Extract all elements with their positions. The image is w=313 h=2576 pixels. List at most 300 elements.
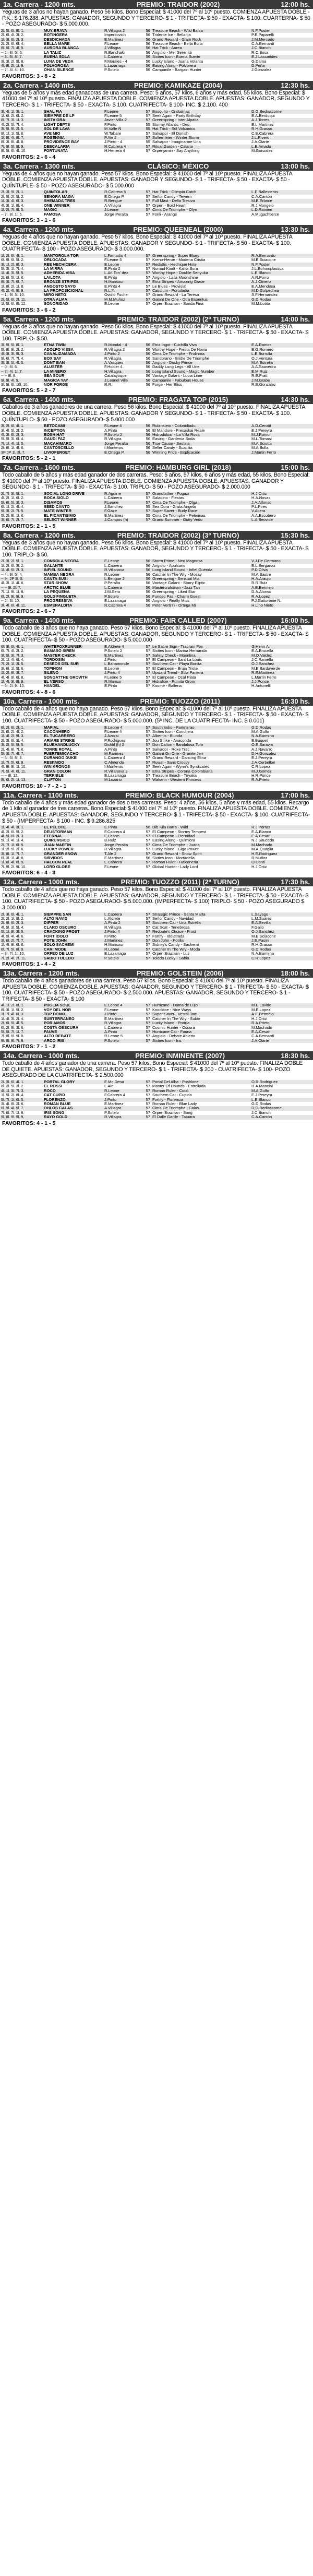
horse-name: FAMOSA: [44, 212, 61, 217]
horse-name: SILENO: [43, 671, 103, 675]
pedigree: Kreno-Heroe - Modena Cristia: [152, 258, 206, 263]
recent-form-and-number: 4l. 4l. 9l. 6l. 8.: [1, 675, 25, 680]
horse-name: DONT BAN: [43, 361, 103, 365]
horse-name: RAYO GOLD: [43, 1115, 103, 1119]
horse-name: GRANDER SNOW: [43, 852, 103, 856]
recent-form-and-number: 4l. 2l. 5l. 7l. 4.: [1, 122, 25, 127]
table-row: [0, 496, 313, 500]
jockey: R.Leone: [104, 572, 119, 577]
horse-name: ETNA TWIN: [43, 343, 103, 347]
jockey: I.Monteros: [104, 446, 123, 450]
jockey: P.Sotelo: [104, 68, 119, 73]
horse-name: LA MIRRA: [44, 266, 63, 271]
race-block: [0, 697, 313, 791]
recent-form-and-number: 2l. 4l. 8l. 7l. 6.: [1, 747, 25, 752]
table-row: [0, 662, 313, 666]
jockey: L.Cabrera: [104, 1025, 122, 1030]
recent-form-and-number: 9l. 3l. 2l. 7l. 5.: [0, 509, 43, 513]
trainer: R.C.Sosa: [251, 50, 269, 55]
pedigree: Roman Ruler - Cocó: [151, 1089, 250, 1093]
horse-name: EL PELOTE: [43, 825, 103, 829]
table-row: [0, 726, 313, 730]
jockey: M.Lozano: [103, 778, 138, 782]
trainer: O.J.Sanchez: [250, 930, 313, 934]
entries-table: [0, 254, 313, 306]
recent-form-and-number: 2l. 5l. 2l. 5l. 2.: [1, 194, 25, 199]
pedigree: Treasure Beach - Tiryaka: [152, 774, 197, 778]
pedigree: Greenspring - Liked Star: [152, 590, 196, 595]
jockey: R.R.: [104, 383, 113, 387]
race-block: [0, 225, 313, 315]
trainer: H.A.Araujo: [250, 577, 313, 581]
weight: 57: [146, 1007, 150, 1012]
jockey: L.Lazarraga: [103, 64, 138, 68]
table-row: [0, 1008, 313, 1012]
jockey: M.M.Muñoz: [103, 298, 138, 302]
horse-name: DURANGO DUKE: [44, 756, 77, 761]
recent-form-and-number: 2l. 6l. 2l. 4l. 2.: [1, 729, 25, 734]
weight: 57: [146, 765, 150, 769]
trainer: D.G.Bediascorne: [250, 110, 313, 114]
weight: 57: [146, 864, 150, 869]
race-number-label: 9a. Carrera: [3, 616, 39, 624]
table-row: [0, 956, 313, 960]
race-distance: 1100 mts.: [48, 791, 79, 799]
table-row: [0, 756, 313, 760]
pedigree: Peter Vert(?) - Ortega Mi: [151, 603, 250, 608]
horse-name: PORTAL GLORY: [43, 1080, 103, 1084]
table-row: [0, 190, 313, 194]
weight: 56: [138, 559, 151, 563]
weight: 56: [146, 356, 150, 361]
trainer: R.A.Bernardo: [250, 254, 313, 258]
horse-name: ARIARE STRIKE: [44, 738, 75, 743]
trainer: R.A.Prieto: [250, 1021, 313, 1025]
pedigree: Wakarin - Western Princess: [151, 778, 250, 782]
trainer: M.A.Sciutta: [250, 442, 313, 446]
recent-form-and-number: -- 4l. 9l. 5l. 4.: [1, 572, 23, 577]
horse-name: EL TUCARRERO: [43, 734, 103, 738]
table-row: [0, 1030, 313, 1034]
weight: 57: [138, 734, 151, 738]
favorites: FAVORITOS: 5 - 2 - 1: [2, 455, 56, 462]
jockey: Imperkovich: [104, 33, 126, 38]
pedigree: Sixties Icon - Buena Suerte: [151, 55, 250, 59]
race-premio: CLÁSICO: MÉXICO: [147, 162, 209, 170]
recent-form-and-number: 7l. 2l. 4l. 2l. 11.: [0, 956, 43, 960]
trainer: L.Sayago: [250, 912, 313, 917]
pedigree: Albentis - Blunda: [151, 734, 250, 738]
favorites: FAVORITOS: 7 - 1 - 2: [2, 1043, 56, 1050]
horse-name: ALUSTER: [44, 365, 63, 370]
pedigree: Sixties Icon - Mortadella: [152, 856, 195, 861]
table-row: [0, 127, 313, 131]
weight: 57: [138, 199, 151, 203]
recent-form-and-number: 1l. 2l. 5l. 2l. 6.: [1, 847, 25, 852]
race-header: [0, 463, 313, 472]
weight: 57: [146, 284, 150, 289]
pedigree: Angiolo - Really Miss: [152, 599, 189, 603]
race-time: 17:00 hs.: [281, 791, 310, 799]
pedigree: Grand Reward - Snow Spirit: [151, 852, 250, 856]
pedigree: Cima De Triomphe - Olga: [151, 501, 250, 505]
weight: 55: [146, 513, 150, 518]
horse-name: LIGHT DEPTS: [44, 122, 70, 127]
weight: 57: [146, 496, 150, 501]
trainer: A.J.Navarro: [251, 747, 273, 752]
horse-name: ROMAN BLUE: [44, 1101, 71, 1106]
weight: 56: [146, 572, 150, 577]
race-premio: PREMIO: TRAIDOR (2002): [136, 1, 220, 8]
jockey: E.Aldrete 4: [103, 645, 138, 649]
race-premio: PREMIO: HAMBURG GIRL (2018): [125, 464, 231, 472]
race-conditions: Yeguas de 3 años que no hayan ganado. Peso 56 kilos. Bono Especial: $ 41000 del 7º al 10º puesto. FINALIZA APUESTA DOBLE. COMIENZA APUESTA DOBLE. APUESTAS: GANADOR, SEGUNDO Y TERCERO- $ 1 - TRIFECTA- $ 50 - EXACTA- $ 100. TRIPLO- $ 50.: [2, 539, 309, 558]
jockey: J.Pinto: [104, 657, 117, 662]
horse-name: SIRVIDOS: [44, 856, 63, 861]
trainer: J.J.Ponce: [250, 680, 313, 684]
table-row: [0, 357, 313, 361]
trainer: J.M.Grabe: [250, 378, 313, 383]
pedigree: Dib Kila Barra - Wild: [151, 825, 250, 829]
pedigree: Galant De One - Otra Esperitus: [151, 298, 250, 302]
recent-form-and-number: 5l. 5l. 3l. 6l. 4.: [1, 437, 25, 442]
race-conditions: Caballos de 3 años ganadores de una carrera. Peso 56 kilos. Bono Especial: $ 41000 del 7º al 10º puesto. FINALIZA APUESTA DOBLE. COMIENZA APUESTA DOBLE. APUESTAS: GANADOR Y SEGUNDO- $ 1 - TRIFECTA- $ 50 - EXACTA- $ 100. QUÍNTUPLO- $ 50 - POZO ASEGURADO- $ 5.000.000: [2, 404, 305, 423]
race-number: [3, 396, 76, 403]
jockey: F.Leone 4: [103, 424, 138, 428]
table-row: [0, 136, 313, 140]
table-row: [0, 149, 313, 153]
weight: 57: [138, 956, 151, 960]
weight: 57: [138, 930, 151, 934]
pedigree: El Mandure - Fresaskai Reale: [152, 428, 205, 433]
race-conditions: Yeguas de 5 años y más edad ganadoras de una carrera. Peso: 5 años, 57 kilos, 6 años y más edad, 55 kilos. Bono Especial: $ 41000 del 7º al 10º puesto. FINALIZA APUESTA DOBLE. COMIENZA APUESTA DOBLE. APUESTAS: GANADOR, SEGUNDO Y TERCERO- $ 1 - TRIFECTA- $ 50 - EXACTA- $ 100. CUATRIFECTA- $ 100- INC. $ 2.100. 400: [2, 89, 310, 109]
trainer: M.A.Estrella: [250, 361, 313, 365]
race-distance: 1200 mts.: [44, 1, 76, 8]
jockey: E.Martinez: [103, 38, 138, 42]
recent-form-and-number: 1l. 4l. 3l. 8l. 9.: [0, 680, 43, 684]
jockey: F.Leone: [104, 42, 119, 46]
recent-form-and-number: 4l. 3l. 3l. 9l. 3.: [0, 352, 43, 356]
pedigree: Super Saver - Vestal Jam: [151, 1012, 250, 1016]
trainer: E.J.Lascarides: [250, 55, 313, 59]
pedigree: Sandbrano - Bridle De Triomphe: [152, 356, 209, 361]
recent-form-and-number: -- -- 8l. 8.: [1, 374, 17, 378]
horse-name: POR AMOR: [43, 1021, 103, 1025]
favorites: FAVORITOS: 3 - 8 - 2: [2, 73, 56, 79]
horse-name: OTRA ALMA: [43, 298, 103, 302]
race-premio: PREMIO: FRAGATA TOP (2015): [128, 396, 228, 404]
trainer: P.L.Pires: [251, 505, 267, 509]
weight: 57: [138, 136, 151, 140]
horse-name: DESDICHADA: [43, 38, 103, 42]
jockey: A.Pinto: [104, 747, 117, 752]
jockey: H.Mansour: [103, 280, 138, 284]
horse-name: ETERNAL: [43, 834, 103, 838]
trainer: R.R.Ruiz: [251, 581, 268, 586]
table-row: [0, 140, 313, 144]
jockey: E.Pinto: [104, 275, 117, 280]
table-row: [0, 774, 313, 778]
trainer: A.A.Escobero: [251, 513, 276, 518]
race-premio: PREMIO: FAIR CALLED (2007): [129, 616, 227, 624]
entries-table: [0, 29, 313, 73]
recent-form-and-number: 1l. 4l. 3l. 5l. 5.: [0, 271, 43, 275]
trainer: R.Muñoz: [251, 856, 268, 861]
table-row: [0, 747, 313, 752]
weight: 57: [138, 843, 151, 847]
race-time: 12:00 hs.: [281, 1, 310, 8]
horse-name: SONORIDAD: [44, 302, 68, 306]
pedigree: Cosmic Hunter - Oscura: [152, 1025, 195, 1030]
jockey: F.Leone 4: [104, 729, 122, 734]
recent-form-and-number: 8l. 3l. 7l. 6l. 7.: [0, 280, 43, 284]
jockey: J.Sanchez: [104, 505, 123, 509]
jockey: F.Leone 5: [104, 114, 122, 118]
pedigree: Long Island Sound - Magic Number: [151, 370, 250, 374]
recent-form-and-number: 2l. 3l. 6l. 4l. 1.: [0, 1080, 43, 1084]
trainer: V.Acera: [250, 509, 313, 513]
table-row: [0, 581, 313, 585]
race-premio: PREMIO: TUOZZO (2011) (2º TURNO): [121, 878, 239, 886]
pedigree: Fortify - Florencia: [151, 1098, 250, 1102]
weight: 57: [146, 131, 150, 136]
trainer: M.Machado: [250, 843, 313, 847]
separator: -: [38, 162, 45, 170]
horse-name: PROGRESSIVA: [44, 599, 73, 603]
horse-name: DEUSTORMAN: [44, 829, 73, 834]
trainer: E.J.Pereyra: [251, 1093, 272, 1098]
jockey: I.Monteros: [104, 765, 123, 769]
horse-name: ROSENNIA: [43, 136, 103, 140]
jockey: J.Pinto - 4: [104, 140, 123, 145]
trainer: M.E.Sciacone: [251, 934, 276, 939]
table-row: [0, 505, 313, 509]
weight: 57: [146, 756, 150, 761]
pedigree: Worthy Hope - Fiesta De Novia: [152, 347, 207, 352]
table-row: [0, 680, 313, 684]
weight: 56: [146, 347, 150, 352]
trainer: R.H.Grasso: [251, 943, 272, 947]
race-number: [3, 969, 79, 977]
weight: 56: [146, 33, 150, 38]
weight: 57: [146, 194, 150, 199]
recent-form-and-number: 5l. 7l. 1l. 6l. 5.: [0, 1098, 43, 1102]
weight: 57: [146, 666, 150, 671]
horse-name: HALCON REAL: [43, 860, 103, 864]
horse-name: LAILOTA: [44, 275, 61, 280]
jockey: E.Martinez: [103, 654, 138, 658]
table-row: [0, 912, 313, 917]
pedigree: Ritual Garden - Calaria: [151, 145, 250, 149]
jockey: R.Villanova: [103, 568, 138, 572]
weight: 57: [146, 1110, 150, 1115]
pedigree: Vantage Galant - Lucia Lime: [152, 374, 202, 378]
trainer: H.A.Novas: [251, 496, 271, 501]
horse-name: TOPIÑON: [44, 666, 62, 671]
horse-name: ADOLFO VISSA: [44, 347, 74, 352]
race-header: [0, 877, 313, 886]
jockey: E.Pinto: [104, 684, 117, 688]
trainer: V.J.De Germano: [250, 559, 313, 563]
pedigree: Hurricane - Dama de Lujo: [151, 1003, 250, 1007]
pedigree: Etna Ingot - Cuchilla Viva: [151, 343, 250, 347]
recent-form-and-number: 4l. 1l. 2l. 8l. 1.: [0, 1003, 43, 1007]
table-row: [0, 450, 313, 455]
table-row: [0, 778, 313, 782]
jockey: J.Campos (h): [103, 518, 138, 522]
horse-name: LIVIOFERGET: [43, 450, 103, 455]
horse-name: MACAHIMARO: [43, 442, 103, 446]
weight: 57: [138, 769, 151, 774]
recent-form-and-number: 3l. 5l. 5l. 8l. 1.: [0, 343, 43, 347]
race-distance: 1200 mts.: [44, 315, 76, 323]
jockey: E.Lazarraga: [104, 774, 126, 778]
race-number-label: 12a. Carrera: [3, 878, 43, 886]
weight: 56: [138, 46, 151, 50]
weight: 56: [146, 437, 150, 442]
weight: 57: [138, 1080, 151, 1084]
trainer: E.G.Romero: [251, 347, 274, 352]
recent-form-and-number: 3l. 6l. 1l. 5l. 6.: [1, 666, 25, 671]
weight: 56: [138, 424, 151, 428]
table-row: [0, 258, 313, 262]
weight: 57: [146, 657, 150, 662]
race-distance: 1600 mts.: [44, 464, 76, 472]
horse-name: SONGATTHE GROWTH: [44, 675, 88, 680]
jockey: P.Rodriguez: [104, 738, 126, 743]
weight: 56: [146, 374, 150, 378]
weight: 57: [146, 1101, 150, 1106]
jockey: R.Cabrera 4: [103, 603, 138, 608]
trainer: M.J.Romo: [250, 433, 313, 437]
recent-form-and-number: 4l. 3l. 6l. 2l. 3.: [0, 433, 43, 437]
weight: 57: [138, 778, 151, 782]
recent-form-and-number: 7l. 1l. 4l. 1l. 5.: [0, 442, 43, 446]
jockey: F.Holder 4: [104, 365, 123, 370]
entries-table: [0, 645, 313, 688]
race-number: [3, 315, 76, 323]
table-row: [0, 947, 313, 952]
trainer: C.A.Bernardi: [251, 1034, 274, 1039]
jockey: R.Villagra: [104, 437, 122, 442]
race-number: [3, 81, 76, 89]
pedigree: Orpen Brazilian - Sonda Fina: [152, 302, 203, 306]
race-number-label: 2a. Carrera: [3, 81, 39, 89]
jockey: R.L.Y.: [103, 289, 138, 293]
pedigree: Seek Again - Wynn's Syndicated: [152, 765, 210, 769]
trainer: A.E.Bermejo: [250, 1012, 313, 1016]
jockey: F.Leone: [104, 864, 119, 869]
horse-name: SABIO TOLEDO: [43, 956, 103, 960]
weight: 57: [146, 675, 150, 680]
jockey: P.Sotelo: [103, 956, 138, 960]
jockey: E.Leone: [103, 559, 138, 563]
table-row: [0, 1106, 313, 1110]
race-block: [0, 162, 313, 225]
program-list: [0, 0, 313, 1128]
pedigree: Saladino - Fiestas: [152, 496, 184, 501]
jockey: B.Martinez: [104, 513, 124, 518]
table-row: [0, 42, 313, 46]
separator: -: [42, 878, 49, 886]
pedigree: Easing - Gardenia Soda: [152, 437, 195, 442]
table-row: [0, 29, 313, 33]
table-row: [0, 271, 313, 275]
trainer: M.D.Golpechea: [250, 289, 313, 293]
trainer: E.M.Ruiz: [250, 370, 313, 374]
weight: 57: [146, 838, 150, 843]
race-block: [0, 791, 313, 877]
trainer: R.J.Mongelo: [251, 203, 274, 208]
trainer: J.E.Pasini: [250, 939, 313, 943]
jockey: F.Gaze: [103, 509, 138, 513]
jockey: R.Villagra: [104, 847, 122, 852]
separator: -: [38, 531, 45, 539]
race-distance: 1000 mts.: [48, 697, 79, 705]
weight: 57: [146, 943, 150, 947]
weight: 56: [146, 563, 150, 568]
jockey: A.Pinto 2: [103, 921, 138, 925]
race-block: [0, 969, 313, 1051]
table-row: [0, 1111, 313, 1115]
table-row: [0, 55, 313, 59]
horse-name: INFIEL SOUND: [43, 568, 103, 572]
horse-name: WHITEFOXRUNNER: [43, 645, 103, 649]
table-row: [0, 573, 313, 577]
jockey: R.Banchaki: [104, 50, 125, 55]
pedigree: Long Island Sound - Infiel Guerida: [151, 568, 250, 572]
race-time: 13:00 hs.: [281, 162, 310, 170]
weight: 56: [138, 577, 151, 581]
recent-form-and-number: 1l. 5l. 2l. 8l. 4.: [1, 1093, 25, 1098]
jockey: R.Villagra: [103, 1021, 138, 1025]
trainer: C.E.Cabrera: [251, 131, 274, 136]
pedigree: Etna Stripes - Amazing Grace: [151, 280, 250, 284]
horse-name: MATE WINTER: [43, 509, 103, 513]
recent-form-and-number: 6l. 1l. 2l. 4l. 4.: [1, 505, 25, 509]
pedigree: Sea Dora - Gruta Angela: [152, 505, 196, 509]
weight: 57: [138, 671, 151, 675]
recent-form-and-number: -- 5l. 6l. 8l. 8.: [1, 756, 23, 761]
table-row: [0, 383, 313, 387]
table-row: [0, 1026, 313, 1030]
table-row: [0, 46, 313, 50]
weight: 57: [138, 501, 151, 505]
recent-form-and-number: 4l. 3l. 1l. 4l. 6.: [1, 581, 25, 586]
horse-name: BOCA SIGLO: [44, 496, 69, 501]
weight: 57: [138, 518, 151, 522]
recent-form-and-number: 6l. 2l. 9l. 9l. 9.: [0, 595, 43, 599]
recent-form-and-number: 4l. 2l. 4l. 8l. 9.: [0, 289, 43, 293]
weight: 57: [146, 934, 150, 939]
trainer: L.E.Amado: [250, 145, 313, 149]
race-number: [3, 162, 76, 170]
horse-name: RESPAIDO: [43, 761, 103, 765]
weight: 57: [138, 912, 151, 917]
jockey: L.Cabrera: [104, 496, 122, 501]
weight: 57: [138, 190, 151, 194]
favorites: FAVORITOS: 3 - 1 - 6: [2, 217, 56, 223]
jockey: F.Leone: [103, 501, 138, 505]
weight: 57: [138, 726, 151, 730]
recent-form-and-number: 6l. 7l. 5l. 8l. 9.: [0, 947, 43, 952]
pedigree: Catidium - Portuladia: [151, 289, 250, 293]
weight: 57: [146, 149, 150, 153]
recent-form-and-number: 4l. 2l. 1l. 6l. 2.: [1, 496, 25, 501]
recent-form-and-number: 2l. 2l. 6l. 6l. 4.: [1, 42, 25, 46]
recent-form-and-number: 4l. 5l. 8l. 2l. 3.: [0, 834, 43, 838]
jockey: E.Leone 4: [103, 726, 138, 730]
